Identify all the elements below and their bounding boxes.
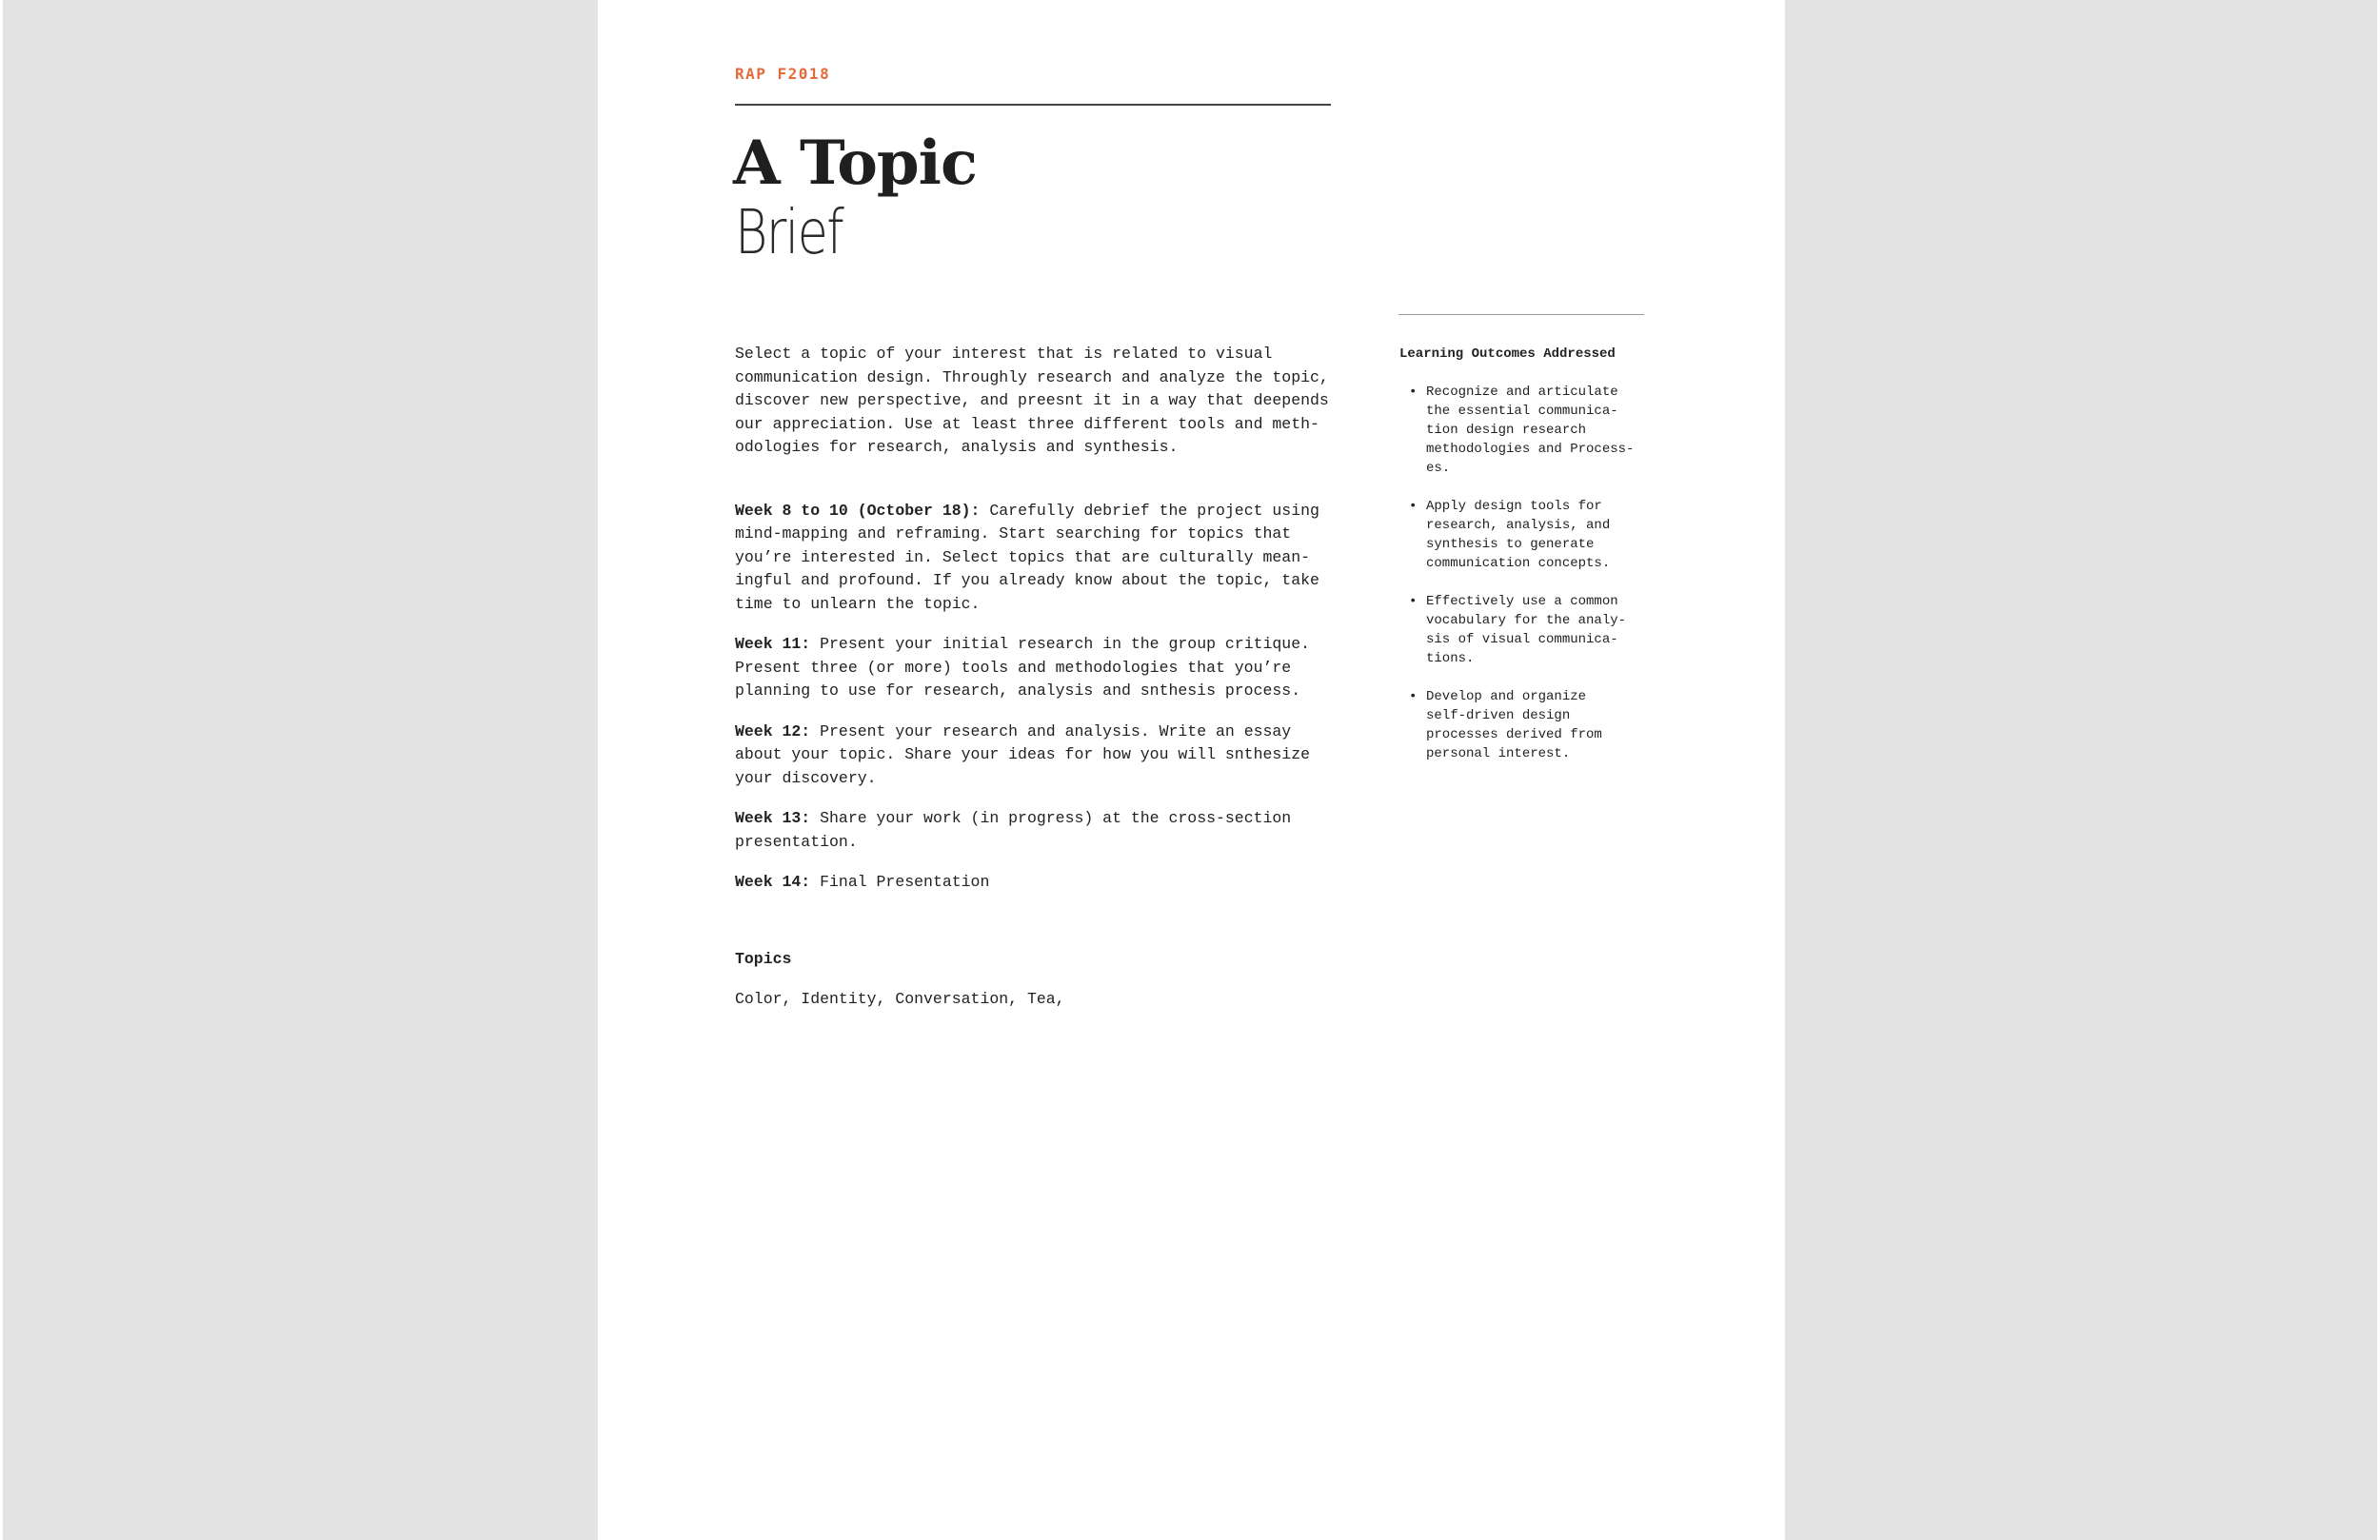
outcome-item	[1399, 592, 1647, 668]
page-subtitle: Brief	[735, 198, 843, 268]
document-page	[598, 0, 1785, 1540]
bullet-icon: •	[1409, 594, 1418, 609]
learning-outcomes-sidebar	[1399, 345, 1647, 782]
outcome-item	[1399, 497, 1647, 573]
course-code: RAP F2018	[735, 65, 831, 83]
schedule-item	[735, 807, 1344, 854]
schedule-text: Present your research and analysis. Write an essay about your topic. Share your ideas for how you will snthesize your discovery.	[735, 721, 1310, 787]
intro-paragraph: Select a topic of your interest that is related to visual communication design. Throughly research and analyze the topic, discover new perspective, and preesnt it in a way that deepends our appreciation. Use at least three different tools and meth-odologies for research, analysis and synthesis.	[735, 345, 1329, 456]
main-column	[735, 343, 1344, 1012]
title-divider	[735, 104, 1331, 106]
topics-heading: Topics	[735, 949, 792, 968]
outcome-item	[1399, 687, 1647, 763]
sidebar-heading: Learning Outcomes Addressed	[1399, 346, 1616, 362]
schedule-label: Week 8 to 10 (October 18):	[735, 501, 981, 520]
schedule-label: Week 11:	[735, 635, 811, 653]
schedule-item	[735, 871, 1344, 895]
schedule-item	[735, 633, 1344, 703]
schedule-text: Present your initial research in the group critique. Present three (or more) tools and methodologies that you’re planning to use for research, analysis and snthesis process.	[735, 635, 1311, 700]
schedule-label: Week 13:	[735, 809, 811, 827]
schedule-text: Carefully debrief the project using mind-mapping and reframing. Start searching for topics that you’re interested in. Select topics that are culturally mean-ingful and profound. If you already know about the topic, take time to unlearn the topic.	[735, 501, 1319, 613]
outcomes-list	[1399, 383, 1647, 763]
outcome-text: Develop and organize self-driven design processes derived from personal interest.	[1426, 689, 1602, 761]
bullet-icon: •	[1409, 385, 1418, 400]
page-title: A Topic	[733, 128, 977, 199]
schedule-item	[735, 721, 1344, 791]
schedule-label: Week 12:	[735, 721, 811, 740]
schedule-item	[735, 500, 1344, 617]
outcome-text: Recognize and articulate the essential communica- tion design research methodologies and Process- es.	[1426, 385, 1635, 476]
schedule-label: Week 14:	[735, 873, 811, 891]
bullet-icon: •	[1409, 499, 1418, 514]
schedule-text: Final Presentation	[820, 873, 990, 891]
outcome-text: Apply design tools for research, analysis, and synthesis to generate communication concepts.	[1426, 499, 1611, 571]
sidebar-divider	[1398, 314, 1644, 315]
outcome-text: Effectively use a common vocabulary for the analy- sis of visual communica- tions.	[1426, 594, 1627, 666]
schedule-text: Share your work (in progress) at the cross-section presentation.	[735, 809, 1292, 851]
topics-list: Color, Identity, Conversation, Tea,	[735, 990, 1065, 1008]
bullet-icon: •	[1409, 689, 1418, 704]
outcome-item	[1399, 383, 1647, 478]
